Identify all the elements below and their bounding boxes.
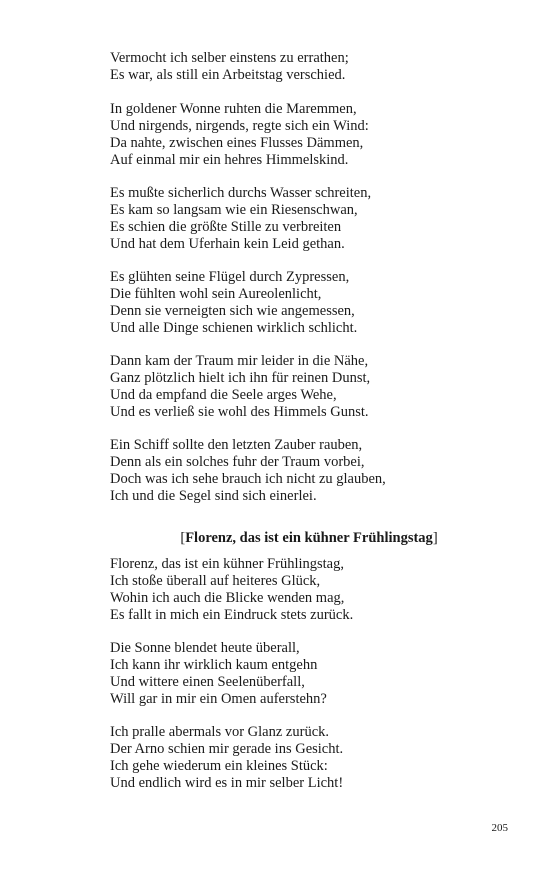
poem1-stanza-1	[110, 50, 510, 84]
poem-title-text: Florenz, das ist ein kühner Frühlingstag	[185, 530, 433, 546]
poem2-stanza-3	[110, 724, 510, 792]
poem-line: Ich kann ihr wirklich kaum entgehn	[110, 657, 318, 673]
poem-line: Und nirgends, nirgends, regte sich ein Wind:	[110, 118, 369, 134]
poem-line: Da nahte, zwischen eines Flusses Dämmen,	[110, 135, 364, 151]
poem-line: Die Sonne blendet heute überall,	[110, 640, 300, 656]
poem-line: Es glühten seine Flügel durch Zypressen,	[110, 269, 350, 285]
poem1-stanza-2	[110, 101, 510, 169]
poem-line: Vermocht ich selber einstens zu errathen;	[110, 50, 349, 66]
poem-line: Die fühlten wohl sein Aureolenlicht,	[110, 286, 322, 302]
title-bracket-open: [	[180, 530, 186, 546]
poem-line: Ich und die Segel sind sich einerlei.	[110, 488, 317, 504]
poem-line: Ich gehe wiederum ein kleines Stück:	[110, 758, 328, 774]
poem-line: Und es verließ sie wohl des Himmels Gunst.	[110, 404, 369, 420]
title-bracket-close: ]	[432, 530, 438, 546]
poem1-stanza-4	[110, 269, 510, 337]
page-number: 205	[491, 822, 508, 834]
poem1-stanza-3	[110, 185, 510, 253]
poem-line: Und hat dem Uferhain kein Leid gethan.	[110, 236, 345, 252]
poem-line: Und endlich wird es in mir selber Licht!	[110, 775, 344, 791]
poem-line: Will gar in mir ein Omen auferstehn?	[110, 691, 327, 707]
poem-line: Es schien die größte Stille zu verbreiten	[110, 219, 342, 235]
poem-title	[0, 529, 550, 547]
poem1-stanza-5	[110, 353, 510, 421]
poem-line: Es fallt in mich ein Eindruck stets zurück.	[110, 607, 354, 623]
poem-line: Wohin ich auch die Blicke wenden mag,	[110, 590, 345, 606]
poem-line: Ich stoße überall auf heiteres Glück,	[110, 573, 321, 589]
poem2-stanza-2	[110, 640, 510, 708]
poem-line: Denn als ein solches fuhr der Traum vorbei,	[110, 454, 365, 470]
poem-line: Es war, als still ein Arbeitstag verschied.	[110, 67, 346, 83]
poem-line: Der Arno schien mir gerade ins Gesicht.	[110, 741, 344, 757]
poem2-stanza-1	[110, 556, 510, 624]
poem-line: Ganz plötzlich hielt ich ihn für reinen Dunst,	[110, 370, 371, 386]
poem-line: Es mußte sicherlich durchs Wasser schreiten,	[110, 185, 372, 201]
poem-line: Denn sie verneigten sich wie angemessen,	[110, 303, 355, 319]
poem-line: Und da empfand die Seele arges Wehe,	[110, 387, 337, 403]
poem-line: Und alle Dinge schienen wirklich schlicht.	[110, 320, 358, 336]
poem-line: Doch was ich sehe brauch ich nicht zu glauben,	[110, 471, 386, 487]
poem-line: Dann kam der Traum mir leider in die Nähe,	[110, 353, 369, 369]
poem-line: Auf einmal mir ein hehres Himmelskind.	[110, 152, 349, 168]
poem-line: In goldener Wonne ruhten die Maremmen,	[110, 101, 357, 117]
poem-line: Florenz, das ist ein kühner Frühlingstag,	[110, 556, 344, 572]
poem-line: Ein Schiff sollte den letzten Zauber rauben,	[110, 437, 363, 453]
poem-line: Es kam so langsam wie ein Riesenschwan,	[110, 202, 358, 218]
poem-line: Ich pralle abermals vor Glanz zurück.	[110, 724, 330, 740]
poem-line: Und wittere einen Seelenüberfall,	[110, 674, 305, 690]
poem1-stanza-6	[110, 437, 510, 505]
